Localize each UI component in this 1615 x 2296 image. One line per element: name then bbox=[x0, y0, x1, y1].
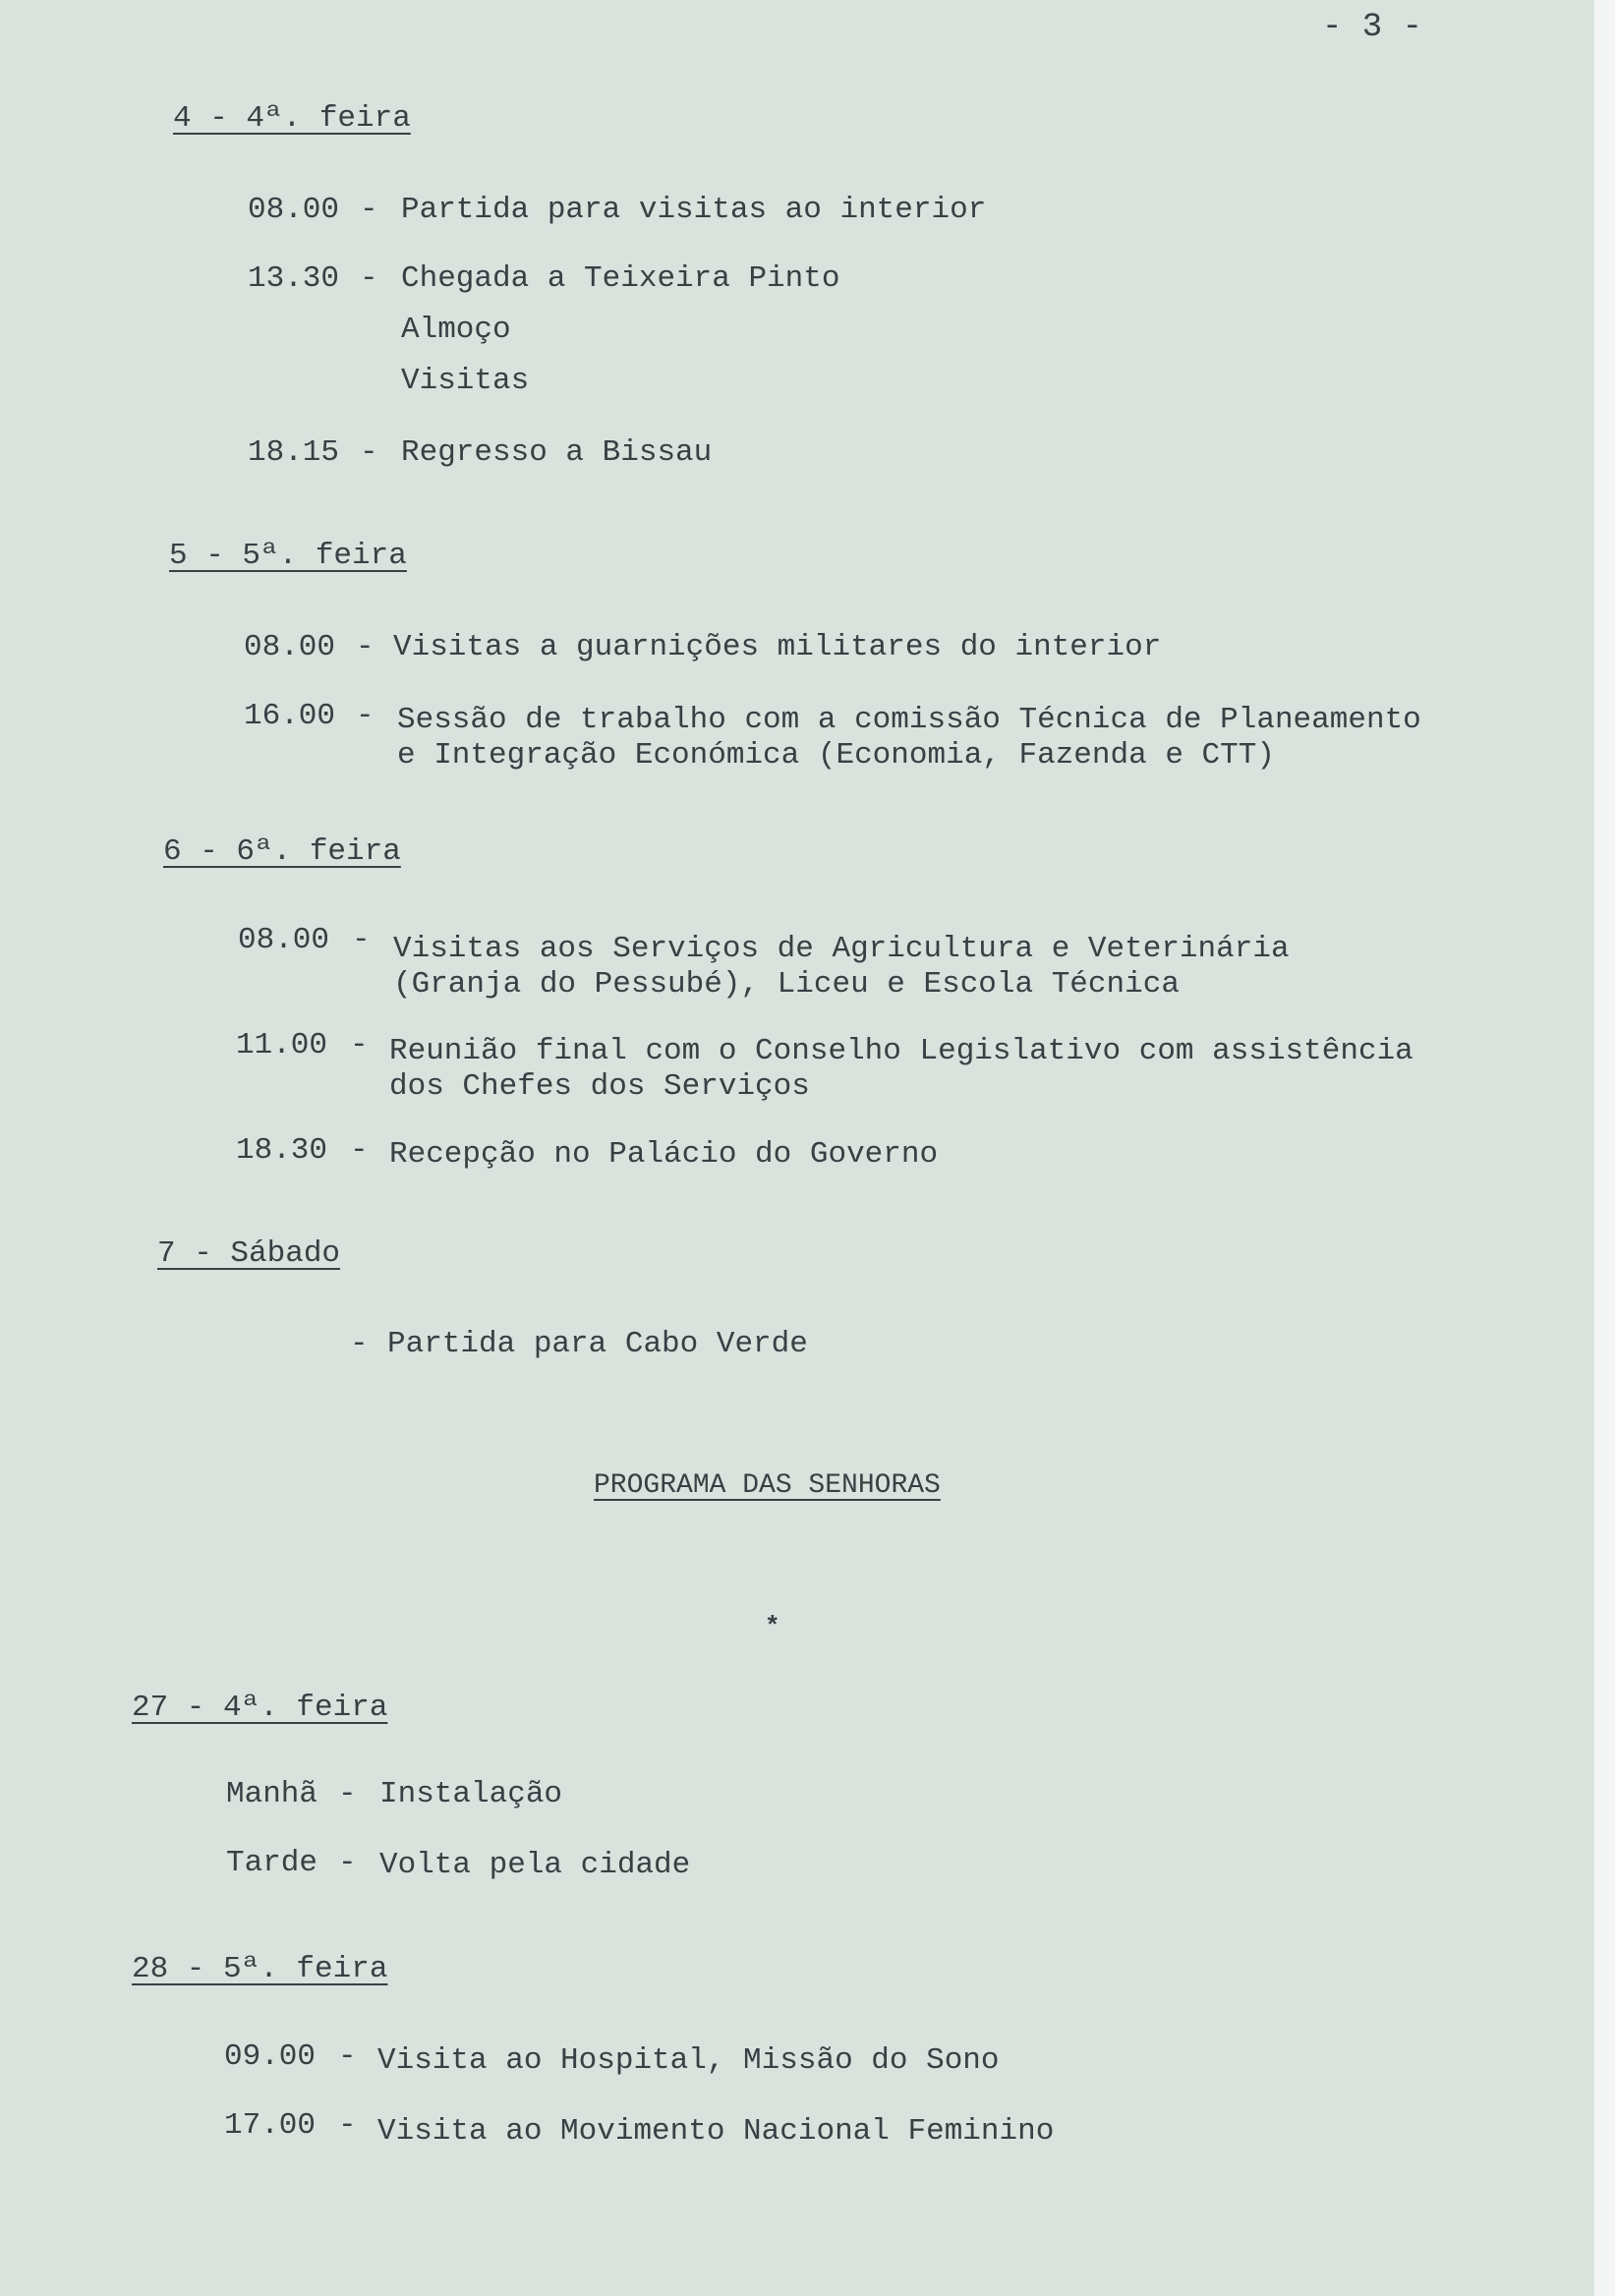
entry-text: Partida para Cabo Verde bbox=[387, 1327, 808, 1361]
entry-dash: - bbox=[350, 1133, 369, 1168]
day-heading-6: 6 - 6ª. feira bbox=[163, 834, 401, 869]
day-heading-5: 5 - 5ª. feira bbox=[169, 539, 407, 573]
entry-dash: - bbox=[360, 193, 378, 227]
entry-dash: - bbox=[352, 923, 371, 957]
entry-time: 16.00 bbox=[244, 699, 336, 733]
scan-margin bbox=[1594, 0, 1615, 2296]
entry-text: Visitas aos Serviços de Agricultura e Veterinária bbox=[393, 932, 1290, 966]
entry-text: Reunião final com o Conselho Legislativo com assistência bbox=[389, 1034, 1413, 1068]
day-heading-7: 7 - Sábado bbox=[157, 1236, 341, 1271]
entry-time: 09.00 bbox=[224, 2039, 317, 2074]
entry-text: Volta pela cidade bbox=[379, 1848, 691, 1882]
entry-text: Visita ao Movimento Nacional Feminino bbox=[377, 2114, 1055, 2149]
entry-dash: - bbox=[356, 630, 375, 664]
entry-time: Manhã bbox=[226, 1777, 318, 1811]
entry-dash: - bbox=[356, 699, 375, 733]
entry-time: 18.15 bbox=[248, 435, 340, 470]
entry-time: Tarde bbox=[226, 1846, 318, 1880]
entry-dash: - bbox=[338, 1846, 357, 1880]
entry-time: 18.30 bbox=[236, 1133, 328, 1168]
entry-dash: - bbox=[360, 435, 378, 470]
day-heading-28: 28 - 5ª. feira bbox=[132, 1952, 388, 1986]
entry-text: Visita ao Hospital, Missão do Sono bbox=[377, 2043, 1000, 2078]
entry-text: Partida para visitas ao interior bbox=[401, 193, 987, 227]
entry-text: Recepção no Palácio do Governo bbox=[389, 1137, 939, 1172]
entry-text: Visitas a guarnições militares do interior bbox=[393, 630, 1162, 664]
entry-time: 08.00 bbox=[238, 923, 330, 957]
separator-star: * bbox=[765, 1612, 780, 1641]
entry-text: (Granja do Pessubé), Liceu e Escola Técnica bbox=[393, 967, 1180, 1002]
entry-dash: - bbox=[338, 2108, 357, 2143]
entry-text: Visitas bbox=[401, 364, 530, 398]
entry-text: Chegada a Teixeira Pinto bbox=[401, 261, 840, 296]
entry-time: 13.30 bbox=[248, 261, 340, 296]
entry-text: e Integração Económica (Economia, Fazenda e CTT) bbox=[397, 738, 1275, 773]
entry-text: Instalação bbox=[379, 1777, 563, 1811]
page-number: - 3 - bbox=[1322, 9, 1423, 46]
entry-text: dos Chefes dos Serviços bbox=[389, 1069, 810, 1104]
entry-dash: - bbox=[350, 1327, 369, 1361]
entry-text: Sessão de trabalho com a comissão Técnica de Planeamento bbox=[397, 703, 1421, 737]
entry-text: Regresso a Bissau bbox=[401, 435, 713, 470]
day-heading-27: 27 - 4ª. feira bbox=[132, 1691, 388, 1725]
day-heading-4: 4 - 4ª. feira bbox=[173, 101, 411, 136]
entry-dash: - bbox=[338, 1777, 357, 1811]
entry-text: Almoço bbox=[401, 313, 511, 347]
entry-time: 08.00 bbox=[248, 193, 340, 227]
entry-dash: - bbox=[350, 1028, 369, 1062]
entry-time: 08.00 bbox=[244, 630, 336, 664]
entry-dash: - bbox=[360, 261, 378, 296]
entry-time: 11.00 bbox=[236, 1028, 328, 1062]
entry-dash: - bbox=[338, 2039, 357, 2074]
ladies-program-title: PROGRAMA DAS SENHORAS bbox=[594, 1470, 941, 1501]
entry-time: 17.00 bbox=[224, 2108, 317, 2143]
